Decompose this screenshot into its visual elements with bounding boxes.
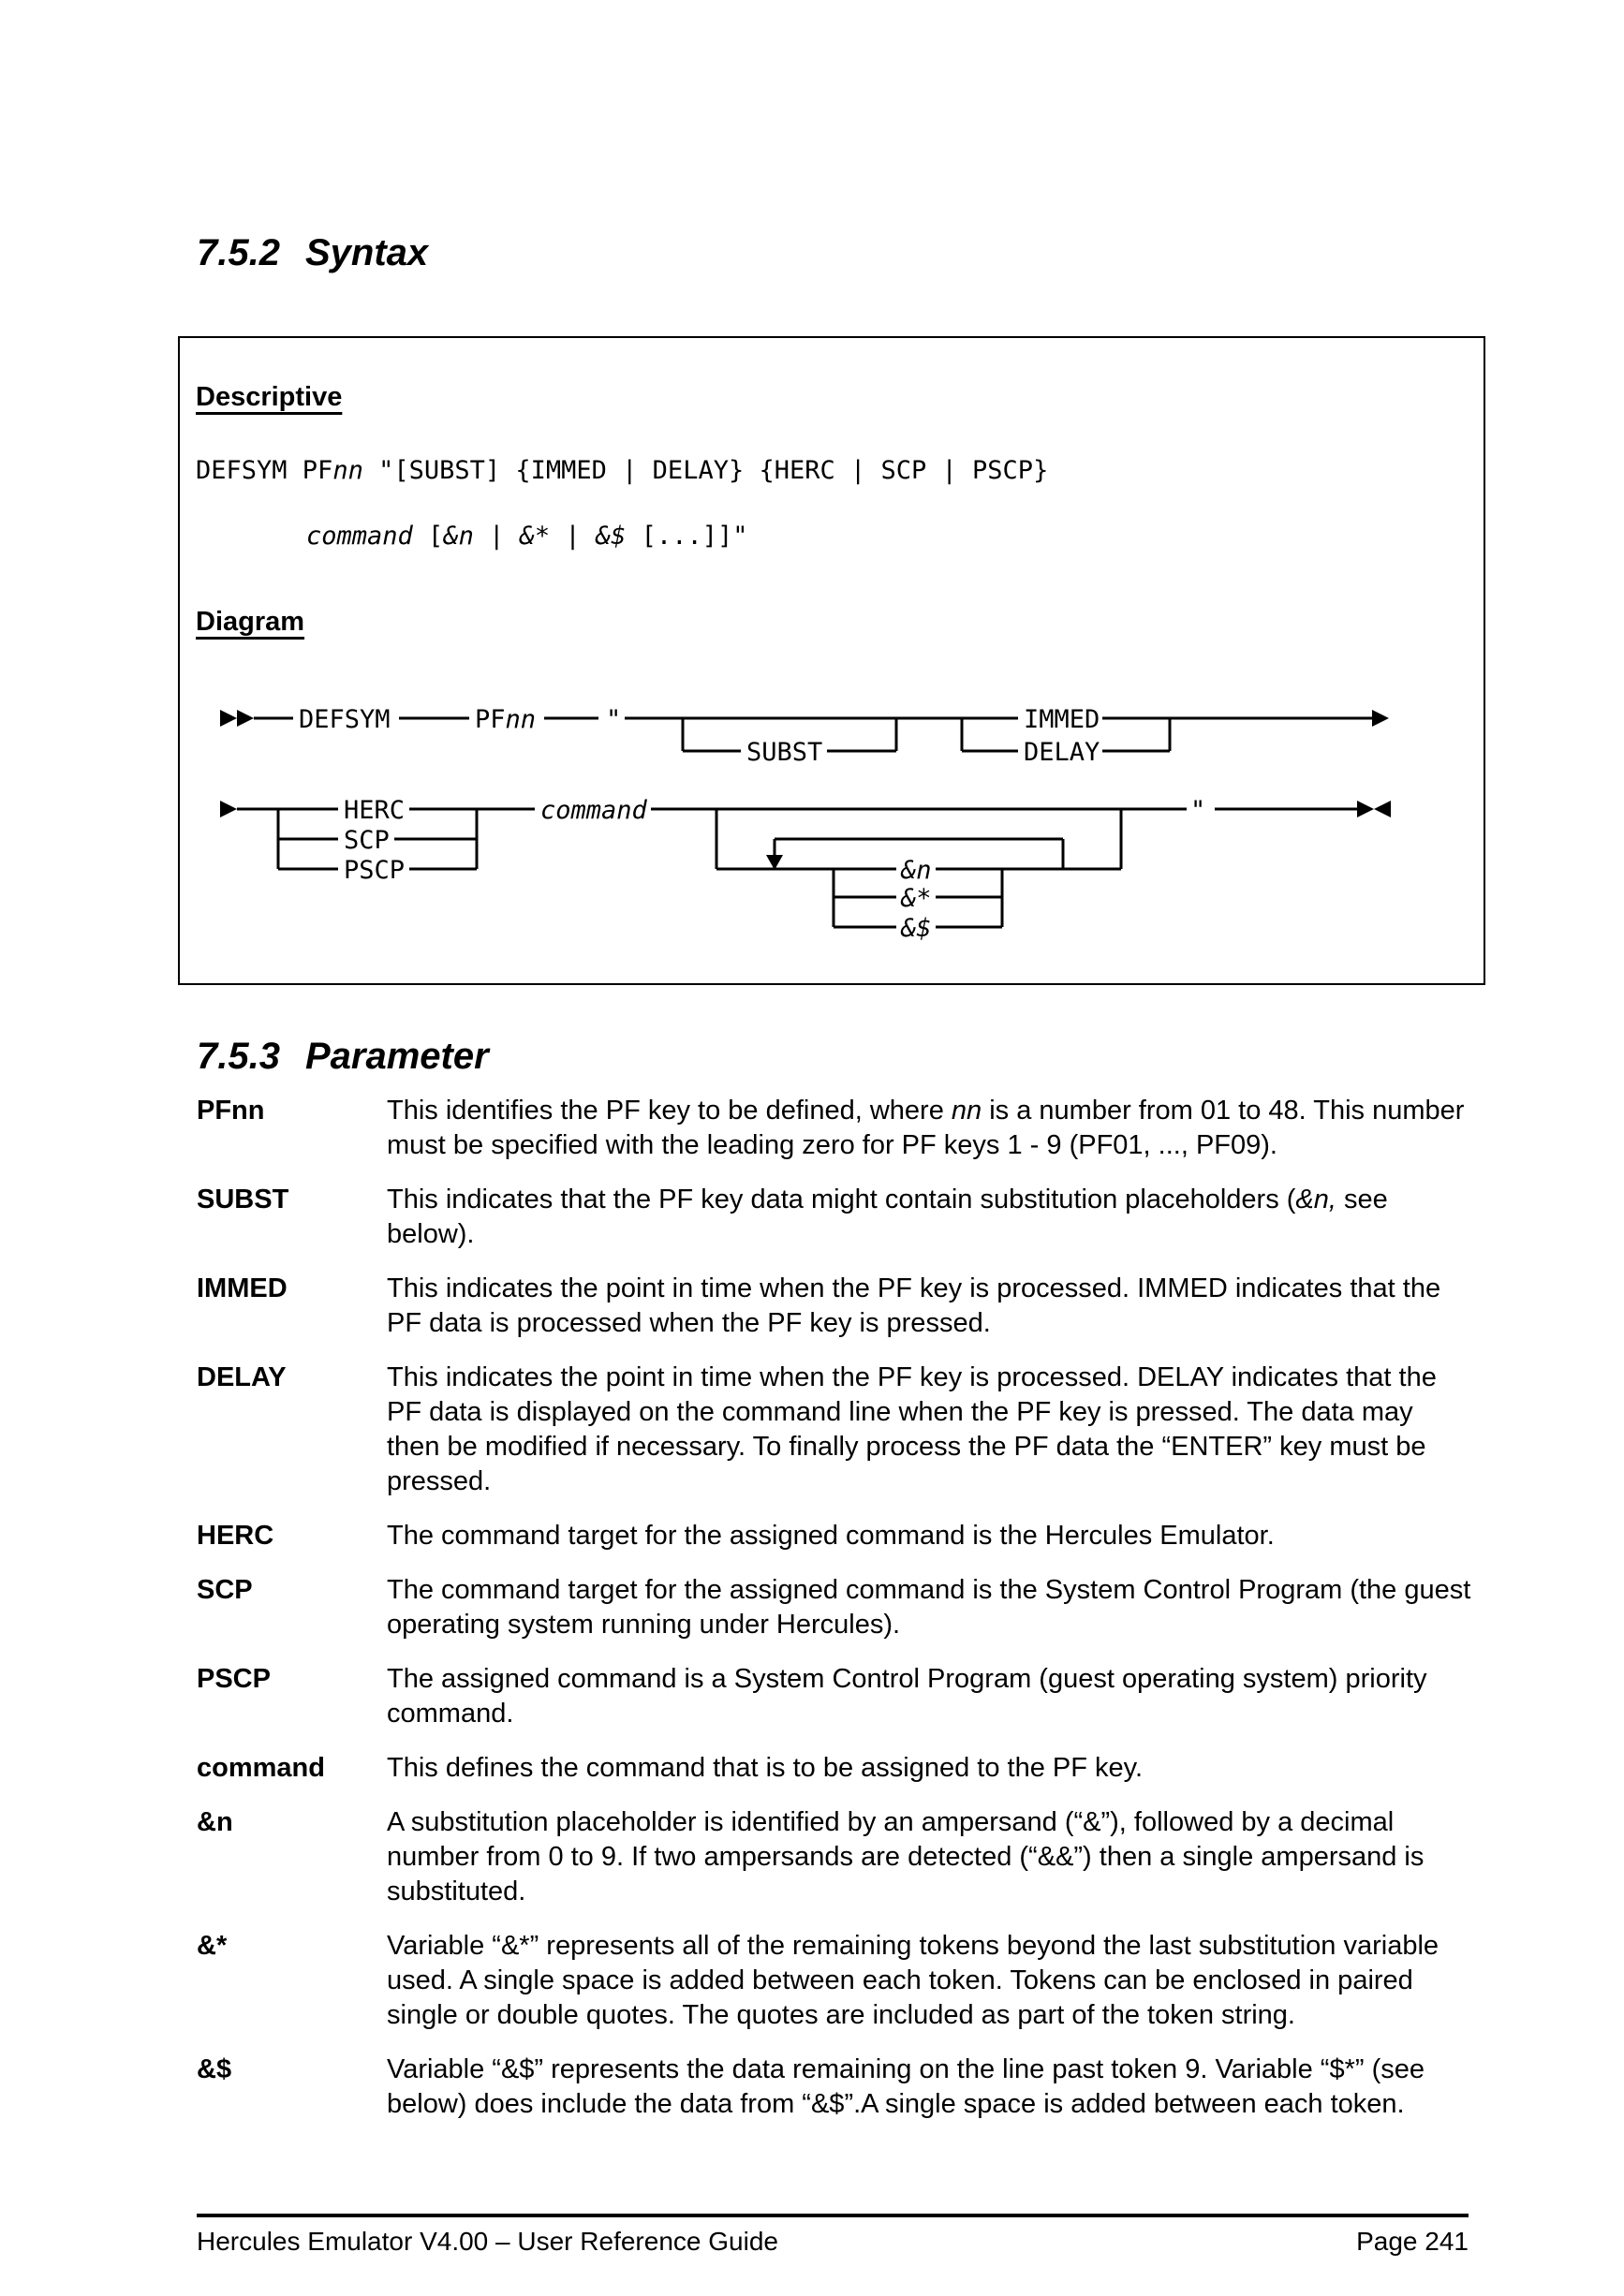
section-title: Parameter — [304, 1036, 489, 1077]
parameter-row — [197, 1573, 1472, 1642]
parameter-term: &* — [197, 1931, 228, 1961]
end-arrow-icon — [1357, 801, 1374, 817]
parameter-row — [197, 1929, 1472, 2033]
diagram-token-amp-star: &* — [901, 884, 932, 913]
diagram-token-herc: HERC — [344, 796, 406, 825]
footer-left: Hercules Emulator V4.00 – User Reference Guide — [197, 2227, 778, 2256]
start-arrow-icon — [237, 710, 254, 727]
diagram-token-pscp: PSCP — [344, 856, 406, 885]
parameter-description: Variable “&*” represents all of the remaining tokens beyond the last substitution variable used. A single space is added between each token. Tokens can be enclosed in paired single or double quotes. The quotes are included as part of the token string. — [387, 1931, 1439, 2030]
parameter-term: &n — [197, 1807, 233, 1837]
parameter-row — [197, 1094, 1472, 1163]
parameter-list — [197, 1094, 1472, 2141]
parameter-row — [197, 1272, 1472, 1341]
parameter-term: PFnn — [197, 1096, 265, 1126]
parameter-row — [197, 1662, 1472, 1731]
parameter-term: HERC — [197, 1521, 274, 1551]
end-arrow-icon — [1374, 801, 1391, 817]
parameter-row — [197, 1183, 1472, 1252]
diagram-token-scp: SCP — [344, 826, 390, 855]
section-number: 7.5.2 — [197, 232, 280, 273]
diagram-row-1 — [220, 705, 1389, 767]
diagram-row-2 — [220, 796, 1391, 943]
descriptive-heading: Descriptive — [196, 382, 343, 412]
parameter-description: The assigned command is a System Control Program (guest operating system) priority command. — [387, 1664, 1427, 1729]
parameter-row — [197, 1519, 1472, 1553]
syntax-code-line-1: DEFSYM PFnn "[SUBST] {IMMED | DELAY} {HERC | SCP | PSCP} — [196, 456, 1049, 485]
parameter-term: &$ — [197, 2054, 232, 2084]
parameter-description: This indicates that the PF key data might contain substitution placeholders (&n, see below). — [387, 1185, 1388, 1249]
diagram-token-delay: DELAY — [1024, 738, 1100, 767]
parameter-row — [197, 2053, 1472, 2122]
parameter-row — [197, 1751, 1472, 1786]
parameter-term: IMMED — [197, 1273, 288, 1303]
parameter-description: This indicates the point in time when the PF key is processed. DELAY indicates that the PF data is displayed on the command line when the PF key is pressed. The data may then be modified if necessary. To finally process the PF data the “ENTER” key must be pressed. — [387, 1362, 1437, 1496]
syntax-box — [178, 336, 1485, 985]
section-title: Syntax — [304, 232, 429, 273]
parameter-row — [197, 1805, 1472, 1909]
row-start-arrow-icon — [220, 801, 237, 817]
diagram-token-defsym: DEFSYM — [299, 705, 391, 734]
parameter-row — [197, 1361, 1472, 1499]
diagram-token-amp-n: &n — [901, 856, 932, 885]
diagram-token-open-quote: " — [606, 705, 622, 734]
diagram-token-subst: SUBST — [746, 738, 823, 767]
railroad-diagram — [196, 690, 1466, 952]
continue-arrow-icon — [1372, 710, 1389, 727]
parameter-description: This indicates the point in time when the PF key is processed. IMMED indicates that the PF data is processed when the PF key is pressed. — [387, 1273, 1441, 1338]
parameter-term: SUBST — [197, 1185, 289, 1214]
syntax-code-line-2: command [&n | &* | &$ [...]]" — [306, 522, 748, 551]
section-number: 7.5.3 — [197, 1036, 280, 1077]
parameter-description: The command target for the assigned command is the Hercules Emulator. — [387, 1521, 1275, 1551]
parameter-description: This defines the command that is to be assigned to the PF key. — [387, 1753, 1144, 1783]
diagram-token-pfnn: PFnn — [475, 705, 537, 734]
diagram-token-close-quote: " — [1190, 796, 1206, 825]
parameter-term: command — [197, 1753, 325, 1783]
page-footer — [197, 2214, 1469, 2258]
parameter-description: A substitution placeholder is identified by an ampersand (“&”), followed by a decimal number from 0 to 9. If two ampersands are detected (“&&”) then a single ampersand is substituted. — [387, 1807, 1425, 1906]
parameter-term: DELAY — [197, 1362, 287, 1392]
parameter-term: SCP — [197, 1575, 253, 1605]
parameter-term: PSCP — [197, 1664, 271, 1694]
parameter-description: This identifies the PF key to be defined, where nn is a number from 01 to 48. This number must be specified with the leading zero for PF keys 1 - 9 (PF01, ..., PF09). — [387, 1096, 1465, 1160]
parameter-description: Variable “&$” represents the data remaining on the line past token 9. Variable “$*” (see below) does include the data from “&$”.A single space is added between each token. — [387, 2054, 1425, 2119]
section-heading-syntax — [197, 231, 428, 274]
diagram-token-amp-dollar: &$ — [901, 914, 932, 943]
diagram-heading: Diagram — [196, 607, 305, 637]
section-heading-parameter — [197, 1035, 489, 1078]
diagram-token-immed: IMMED — [1024, 705, 1100, 734]
diagram-token-command: command — [540, 796, 647, 825]
start-arrow-icon — [220, 710, 237, 727]
footer-page-number: Page 241 — [1356, 2227, 1469, 2256]
parameter-description: The command target for the assigned command is the System Control Program (the guest operating system running under Hercules). — [387, 1575, 1471, 1640]
